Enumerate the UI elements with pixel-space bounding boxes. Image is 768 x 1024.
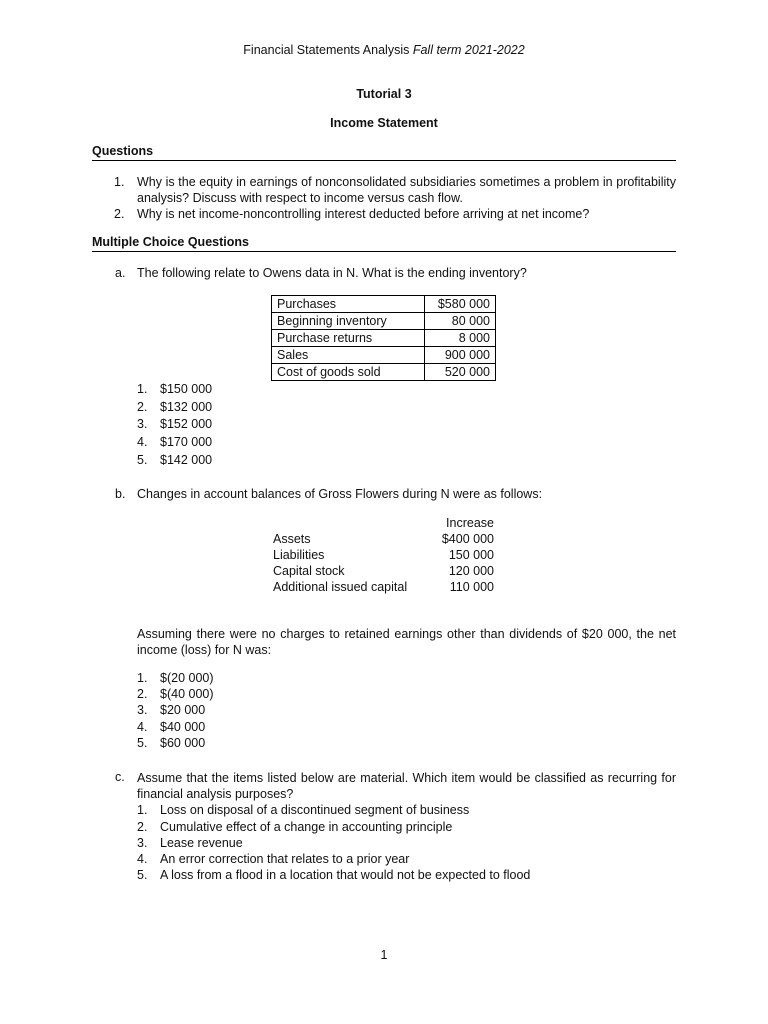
question-number: 2.: [114, 207, 125, 221]
inventory-table: [271, 295, 496, 381]
option-text: $60 000: [160, 735, 206, 750]
option-item: [137, 735, 214, 751]
option-text: Lease revenue: [160, 835, 243, 850]
question-a-options: [137, 381, 212, 470]
table-cell-label: Sales: [272, 347, 425, 364]
option-item: [137, 867, 676, 883]
option-number: 4.: [137, 435, 148, 450]
question-b-text: Changes in account balances of Gross Flowers during N were as follows:: [137, 487, 543, 501]
option-text: Cumulative effect of a change in accounting principle: [160, 819, 453, 834]
option-item: [137, 819, 676, 835]
page-number: 1: [380, 948, 388, 962]
option-number: 5.: [137, 735, 148, 750]
option-item: [137, 686, 214, 702]
question-number: 1.: [114, 175, 125, 189]
table-header-row: [270, 515, 497, 531]
table-cell-label: Assets: [273, 532, 311, 546]
option-item: [137, 416, 212, 434]
table-row: [272, 347, 496, 364]
option-number: 2.: [137, 399, 148, 414]
header-course: Financial Statements Analysis: [243, 43, 413, 57]
option-item: [137, 835, 676, 851]
option-item: [137, 719, 214, 735]
option-item: [137, 670, 214, 686]
table-cell-value: 110 000: [449, 580, 494, 594]
header-term: Fall term 2021-2022: [412, 43, 525, 57]
table-cell-label: Additional issued capital: [273, 580, 408, 594]
option-text: $(40 000): [160, 687, 214, 702]
option-number: 2.: [137, 687, 148, 702]
option-item: [137, 434, 212, 452]
table-cell-value: 8 000: [425, 330, 496, 347]
balance-changes-table: [270, 515, 497, 595]
option-number: 4.: [137, 719, 148, 734]
option-text: $142 000: [160, 452, 213, 467]
option-text: Loss on disposal of a discontinued segment of business: [160, 803, 470, 818]
page-header: [0, 43, 768, 57]
table-cell-label: Capital stock: [273, 564, 345, 578]
option-number: 1.: [137, 382, 148, 396]
question-b-options: [137, 670, 214, 751]
question-c-text: Assume that the items listed below are material. Which item would be classified as recurring for financial analysis purposes?: [137, 771, 676, 802]
option-number: 5.: [137, 452, 148, 467]
question-b-followup: Assuming there were no charges to retained earnings other than dividends of $20 000, the net income (loss) for N was:: [137, 627, 676, 657]
table-row: [272, 364, 496, 381]
option-item: [137, 452, 212, 470]
table-row: [272, 296, 496, 313]
column-header: Increase: [446, 516, 494, 530]
table-row: [270, 531, 497, 547]
table-cell-value: 150 000: [448, 548, 494, 562]
option-text: $(20 000): [160, 671, 214, 685]
option-number: 5.: [137, 868, 148, 883]
table-cell-value: 120 000: [448, 564, 494, 578]
option-number: 1.: [137, 803, 148, 818]
option-number: 3.: [137, 703, 148, 718]
table-row: [270, 547, 497, 563]
tutorial-subtitle: Income Statement: [330, 116, 438, 130]
question-a-text: The following relate to Owens data in N. What is the ending inventory?: [137, 266, 527, 280]
mcq-heading: Multiple Choice Questions: [92, 235, 676, 252]
table-cell-label: Liabilities: [273, 548, 325, 562]
table-cell-label: Purchases: [272, 296, 425, 313]
table-cell-label: Beginning inventory: [272, 313, 425, 330]
option-number: 1.: [137, 671, 148, 685]
option-item: [137, 802, 676, 818]
table-row: [270, 579, 497, 595]
option-number: 3.: [137, 417, 148, 432]
table-cell-value: 520 000: [425, 364, 496, 381]
option-number: 4.: [137, 852, 148, 867]
question-text: Why is net income-noncontrolling interest deducted before arriving at net income?: [137, 207, 590, 221]
option-item: [137, 399, 212, 417]
option-text: $170 000: [160, 435, 213, 450]
table-cell-label: Purchase returns: [272, 330, 425, 347]
question-item: [92, 206, 676, 222]
option-text: $152 000: [160, 417, 213, 432]
table-row: [272, 330, 496, 347]
option-item: [137, 381, 212, 399]
option-text: $20 000: [160, 703, 206, 718]
option-text: A loss from a flood in a location that would not be expected to flood: [160, 868, 531, 883]
questions-heading: Questions: [92, 144, 676, 161]
question-c-block: [137, 770, 676, 883]
option-text: $132 000: [160, 399, 213, 414]
option-text: An error correction that relates to a prior year: [160, 852, 410, 867]
question-text: Why is the equity in earnings of nonconsolidated subsidiaries sometimes a problem in profitability analysis? Discuss with respect to income versus cash flow.: [137, 175, 676, 205]
question-a-letter: a.: [115, 266, 126, 280]
table-cell-value: 900 000: [425, 347, 496, 364]
option-text: $150 000: [160, 382, 213, 396]
table-row: [270, 563, 497, 579]
option-item: [137, 851, 676, 867]
table-cell-value: $580 000: [425, 296, 496, 313]
questions-list: [92, 174, 676, 222]
table-cell-value: $400 000: [441, 532, 494, 546]
option-number: 2.: [137, 819, 148, 834]
option-number: 3.: [137, 835, 148, 850]
tutorial-title: Tutorial 3: [356, 87, 412, 101]
question-b-letter: b.: [115, 487, 126, 501]
question-c-letter: c.: [115, 770, 125, 784]
table-row: [272, 313, 496, 330]
option-text: $40 000: [160, 719, 206, 734]
option-item: [137, 702, 214, 718]
question-item: [92, 174, 676, 206]
table-cell-value: 80 000: [425, 313, 496, 330]
table-cell-label: Cost of goods sold: [272, 364, 425, 381]
